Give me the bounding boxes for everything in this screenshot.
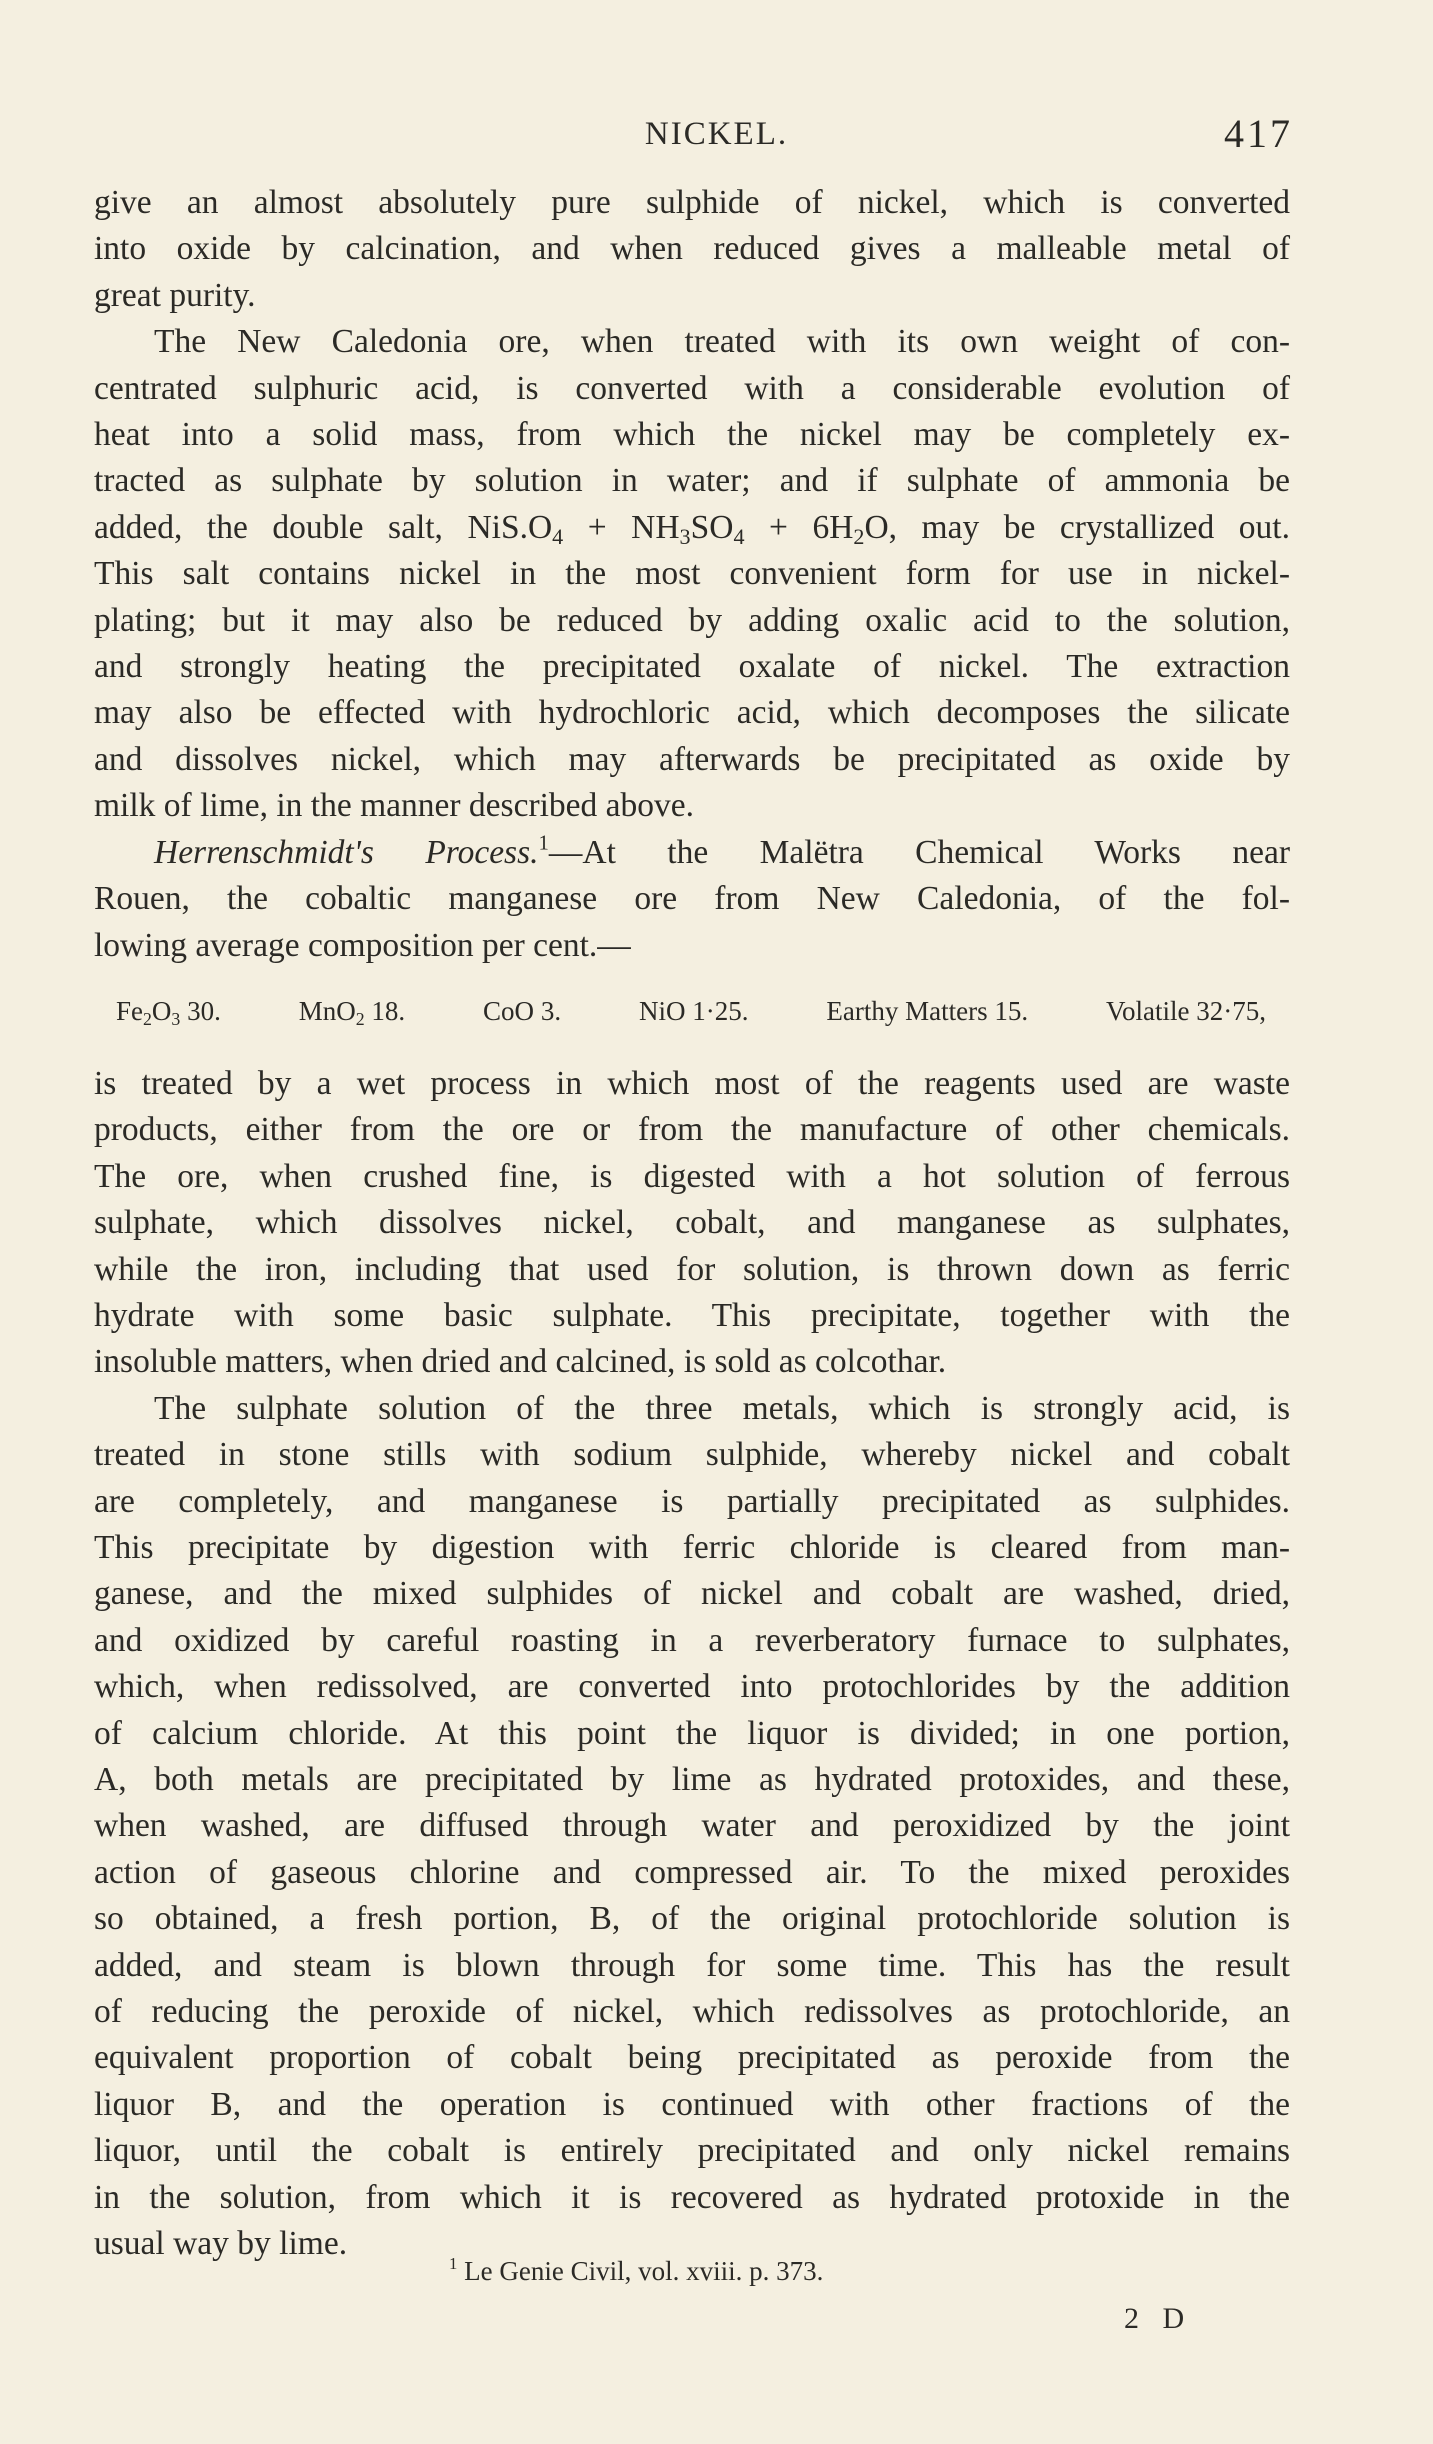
text-line: milk of lime, in the manner described above. [94, 787, 695, 825]
text-line: action of gaseous chlorine and compressed air. To the mixed peroxides [94, 1853, 1290, 1891]
composition-item: $Fe_2O_3$ 30. [116, 995, 221, 1029]
text-line: while the iron, including that used for solution, is thrown down as ferric [94, 1250, 1290, 1288]
text-line: give an almost absolutely pure sulphide of nickel, which is converted [94, 184, 1290, 221]
text-line: usual way by lime. [94, 2225, 348, 2263]
signature-mark: 2 D [1124, 2302, 1193, 2335]
composition-item: Volatile 32·75, [1105, 995, 1266, 1026]
footnote-text: Le Genie Civil, vol. xviii. p. 373. [464, 2256, 824, 2286]
section-title: Herrenschmidt's Process. [154, 833, 539, 871]
text-line: plating; but it may also be reduced by adding oxalic acid to the solution, [94, 601, 1290, 639]
text-line: lowing average composition per cent.— [94, 926, 631, 964]
text-line: The sulphate solution of the three metals, which is strongly acid, is [154, 1389, 1290, 1427]
text-line: treated in stone stills with sodium sulphide, whereby nickel and cobalt [94, 1436, 1290, 1474]
paragraph [94, 1386, 1290, 2268]
body-text [94, 180, 1290, 2267]
formula-line: added, the double salt, $NiS.O_4 + NH_3SO_4 + 6H_2O$, may be crystallized out. [94, 508, 1290, 550]
text-line: The New Caledonia ore, when treated with its own weight of con- [154, 323, 1290, 361]
text-line: This salt contains nickel in the most convenient form for use in nickel- [94, 555, 1290, 593]
footnote-marker: 1 [449, 2254, 458, 2274]
text-line: hydrate with some basic sulphate. This precipitate, together with the [94, 1296, 1290, 1334]
footnote-ref: 1 [538, 831, 549, 855]
text-line: may also be effected with hydrochloric acid, which decomposes the silicate [94, 694, 1290, 732]
text-line: are completely, and manganese is partially precipitated as sulphides. [94, 1482, 1290, 1520]
text-line: sulphate, which dissolves nickel, cobalt, and manganese as sulphates, [94, 1204, 1290, 1242]
composition-item: MnO$_2$ 18. [298, 995, 406, 1029]
text-line: which, when redissolved, are converted into protochlorides by the addition [94, 1668, 1290, 1706]
text-line: is treated by a wet process in which most of the reagents used are waste [94, 1064, 1290, 1102]
text-line: ganese, and the mixed sulphides of nickel and cobalt are washed, dried, [94, 1575, 1290, 1613]
text-line: and oxidized by careful roasting in a reverberatory furnace to sulphates, [94, 1621, 1290, 1659]
text-line: This precipitate by digestion with ferric chloride is cleared from man- [94, 1528, 1290, 1566]
text-line: added, and steam is blown through for some time. This has the result [94, 1946, 1290, 1984]
text-line: into oxide by calcination, and when reduced gives a malleable metal of [94, 230, 1290, 268]
text-line: equivalent proportion of cobalt being precipitated as peroxide from the [94, 2039, 1290, 2077]
text-line: insoluble matters, when dried and calcined, is sold as colcothar. [94, 1343, 947, 1381]
text-line: The ore, when crushed fine, is digested with a hot solution of ferrous [94, 1157, 1290, 1195]
paragraph [94, 180, 1290, 319]
text-line: of reducing the peroxide of nickel, which redissolves as protochloride, an [94, 1993, 1290, 2031]
running-title: NICKEL. [644, 116, 789, 152]
paragraph [94, 830, 1290, 969]
text-line: heat into a solid mass, from which the nickel may be completely ex- [94, 416, 1290, 454]
page-header [0, 110, 1433, 160]
footnote [449, 2256, 823, 2287]
text-line: products, either from the ore or from the manufacture of other chemicals. [94, 1111, 1290, 1149]
text-line: liquor B, and the operation is continued with other fractions of the [94, 2085, 1290, 2123]
page-number: 417 [1224, 111, 1293, 156]
text-line: A, both metals are precipitated by lime as hydrated protoxides, and these, [94, 1761, 1290, 1798]
text-line: when washed, are diffused through water and peroxidized by the joint [94, 1807, 1290, 1845]
composition-item: Earthy Matters 15. [826, 995, 1029, 1026]
text-line: and strongly heating the precipitated oxalate of nickel. The extraction [94, 648, 1290, 686]
text-line: in the solution, from which it is recovered as hydrated protoxide in the [94, 2178, 1290, 2216]
text-line: liquor, until the cobalt is entirely precipitated and only nickel remains [94, 2132, 1290, 2170]
text-line: and dissolves nickel, which may afterwards be precipitated as oxide by [94, 740, 1290, 778]
paragraph [94, 319, 1290, 829]
text-line: of calcium chloride. At this point the liquor is divided; in one portion, [94, 1714, 1290, 1752]
text-line: so obtained, a fresh portion, B, of the original protochloride solution is [94, 1900, 1290, 1938]
composition-item: NiO 1·25. [638, 995, 749, 1026]
composition-item: CoO 3. [483, 995, 562, 1026]
text-line: great purity. [94, 276, 256, 314]
text-line: tracted as sulphate by solution in water; and if sulphate of ammonia be [94, 462, 1290, 500]
composition-formula [116, 991, 1266, 1031]
text-line: Herrenschmidt's Process.$^1$—At the Malëtra Chemical Works near [154, 831, 1290, 871]
paragraph [94, 1061, 1290, 1386]
text-line: centrated sulphuric acid, is converted with a considerable evolution of [94, 369, 1290, 407]
text-line: Rouen, the cobaltic manganese ore from New Caledonia, of the fol- [94, 880, 1290, 918]
